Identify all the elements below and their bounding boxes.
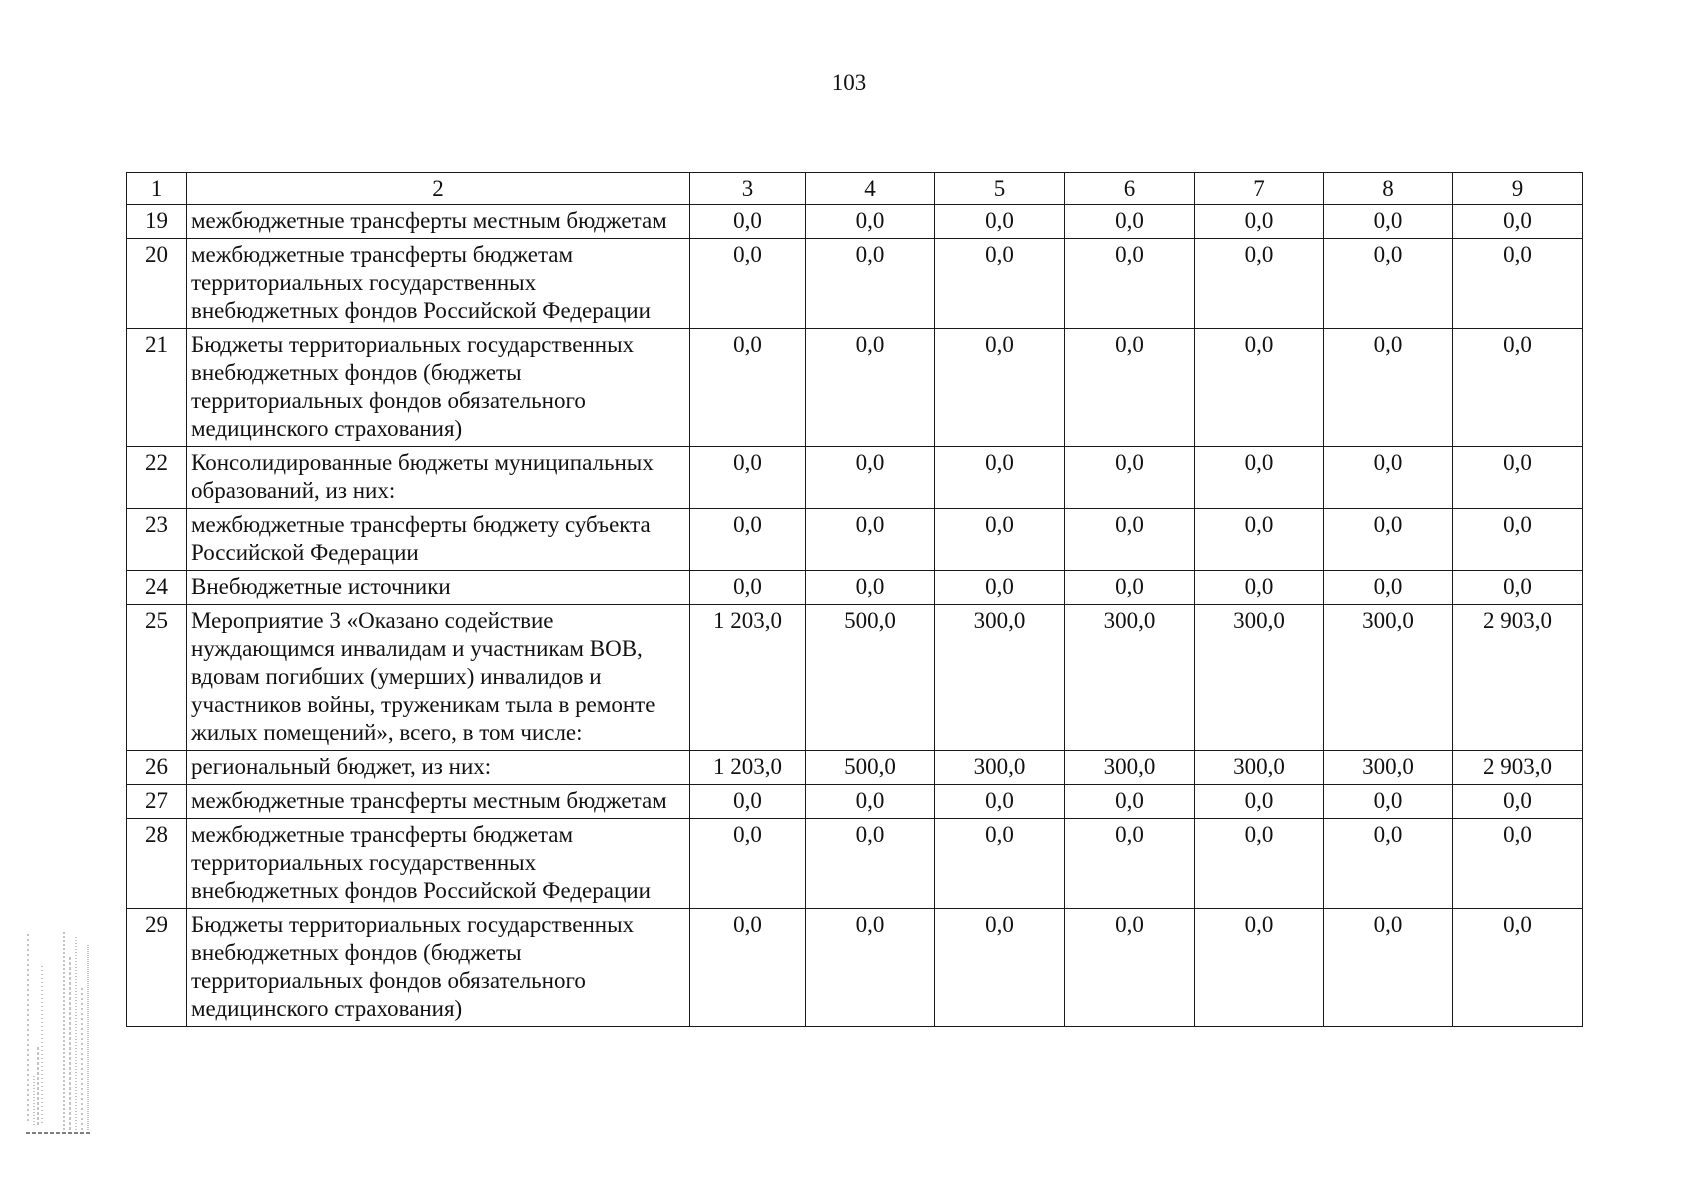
table-row [127,571,1583,605]
header-cell: 6 [1065,173,1195,205]
row-number: 27 [127,785,187,819]
value-cell: 300,0 [1324,605,1453,751]
value-cell: 0,0 [806,329,935,447]
header-cell: 2 [187,173,690,205]
table-row [127,909,1583,1027]
value-cell: 500,0 [806,605,935,751]
row-description: Бюджеты территориальных государственных внебюджетных фондов (бюджеты территориальных фондов обязательного медицинского страхования) [187,329,690,447]
value-cell: 0,0 [1453,509,1583,571]
header-cell: 9 [1453,173,1583,205]
table-row [127,239,1583,329]
value-cell: 0,0 [1195,909,1324,1027]
value-cell: 0,0 [1065,447,1195,509]
value-cell: 0,0 [806,785,935,819]
header-cell: 7 [1195,173,1324,205]
value-cell: 500,0 [806,751,935,785]
value-cell: 0,0 [1195,447,1324,509]
row-number: 25 [127,605,187,751]
row-number: 21 [127,329,187,447]
value-cell: 0,0 [935,571,1065,605]
table-row [127,509,1583,571]
value-cell: 300,0 [1195,605,1324,751]
row-description: Внебюджетные источники [187,571,690,605]
value-cell: 300,0 [935,605,1065,751]
row-description: Бюджеты территориальных государственных внебюджетных фондов (бюджеты территориальных фондов обязательного медицинского страхования) [187,909,690,1027]
budget-table [126,172,1583,1027]
table-row [127,329,1583,447]
value-cell: 0,0 [935,909,1065,1027]
value-cell: 0,0 [806,205,935,239]
row-description: межбюджетные трансферты бюджету субъекта Российской Федерации [187,509,690,571]
row-description: межбюджетные трансферты местным бюджетам [187,205,690,239]
value-cell: 0,0 [690,239,806,329]
table-row [127,605,1583,751]
value-cell: 0,0 [806,819,935,909]
value-cell: 0,0 [1324,819,1453,909]
row-number: 19 [127,205,187,239]
value-cell: 0,0 [1195,329,1324,447]
value-cell: 0,0 [935,785,1065,819]
value-cell: 300,0 [935,751,1065,785]
header-cell: 4 [806,173,935,205]
value-cell: 0,0 [1065,205,1195,239]
header-cell: 5 [935,173,1065,205]
value-cell: 0,0 [1065,819,1195,909]
side-stamp [24,925,94,1140]
value-cell: 0,0 [690,205,806,239]
header-cell: 1 [127,173,187,205]
row-number: 29 [127,909,187,1027]
row-number: 22 [127,447,187,509]
row-number: 26 [127,751,187,785]
value-cell: 0,0 [1453,239,1583,329]
value-cell: 0,0 [1453,909,1583,1027]
value-cell: 0,0 [1195,205,1324,239]
value-cell: 0,0 [1324,329,1453,447]
header-cell: 8 [1324,173,1453,205]
table-row [127,205,1583,239]
value-cell: 0,0 [935,239,1065,329]
value-cell: 0,0 [1065,329,1195,447]
value-cell: 2 903,0 [1453,605,1583,751]
value-cell: 0,0 [1324,239,1453,329]
row-description: региональный бюджет, из них: [187,751,690,785]
value-cell: 0,0 [935,509,1065,571]
value-cell: 0,0 [690,909,806,1027]
row-description: межбюджетные трансферты бюджетам территориальных государственных внебюджетных фондов Российской Федерации [187,239,690,329]
value-cell: 0,0 [1453,785,1583,819]
value-cell: 0,0 [1453,819,1583,909]
value-cell: 0,0 [1453,205,1583,239]
value-cell: 0,0 [1195,509,1324,571]
value-cell: 0,0 [806,909,935,1027]
table-row [127,751,1583,785]
value-cell: 0,0 [1324,205,1453,239]
value-cell: 300,0 [1324,751,1453,785]
value-cell: 0,0 [935,329,1065,447]
header-row [127,173,1583,205]
value-cell: 0,0 [690,571,806,605]
value-cell: 0,0 [806,509,935,571]
table-header [127,173,1583,205]
value-cell: 300,0 [1065,605,1195,751]
row-description: межбюджетные трансферты местным бюджетам [187,785,690,819]
table-row [127,819,1583,909]
value-cell: 0,0 [690,329,806,447]
value-cell: 0,0 [1065,571,1195,605]
row-number: 20 [127,239,187,329]
value-cell: 0,0 [935,447,1065,509]
table-body [127,205,1583,1027]
value-cell: 0,0 [690,447,806,509]
value-cell: 1 203,0 [690,751,806,785]
header-cell: 3 [690,173,806,205]
table-row [127,785,1583,819]
value-cell: 300,0 [1065,751,1195,785]
value-cell: 0,0 [1195,785,1324,819]
row-number: 23 [127,509,187,571]
value-cell: 0,0 [806,239,935,329]
value-cell: 0,0 [1065,239,1195,329]
value-cell: 0,0 [1065,509,1195,571]
value-cell: 1 203,0 [690,605,806,751]
value-cell: 0,0 [1065,909,1195,1027]
row-description: Мероприятие 3 «Оказано содействие нуждающимся инвалидам и участникам ВОВ, вдовам погибших (умерших) инвалидов и участников войны, труженикам тыла в ремонте жилых помещений», всего, в том числе: [187,605,690,751]
value-cell: 0,0 [690,785,806,819]
row-number: 28 [127,819,187,909]
value-cell: 0,0 [1324,571,1453,605]
value-cell: 0,0 [1324,447,1453,509]
value-cell: 300,0 [1195,751,1324,785]
value-cell: 0,0 [1453,571,1583,605]
row-description: межбюджетные трансферты бюджетам территориальных государственных внебюджетных фондов Российской Федерации [187,819,690,909]
value-cell: 2 903,0 [1453,751,1583,785]
row-description: Консолидированные бюджеты муниципальных образований, из них: [187,447,690,509]
value-cell: 0,0 [690,819,806,909]
value-cell: 0,0 [690,509,806,571]
value-cell: 0,0 [806,447,935,509]
value-cell: 0,0 [1195,239,1324,329]
row-number: 24 [127,571,187,605]
value-cell: 0,0 [1324,509,1453,571]
value-cell: 0,0 [1324,909,1453,1027]
value-cell: 0,0 [935,819,1065,909]
value-cell: 0,0 [806,571,935,605]
value-cell: 0,0 [1324,785,1453,819]
table-row [127,447,1583,509]
value-cell: 0,0 [1065,785,1195,819]
value-cell: 0,0 [1453,447,1583,509]
value-cell: 0,0 [1195,819,1324,909]
page-number: 103 [831,70,867,95]
value-cell: 0,0 [1195,571,1324,605]
value-cell: 0,0 [1453,329,1583,447]
value-cell: 0,0 [935,205,1065,239]
